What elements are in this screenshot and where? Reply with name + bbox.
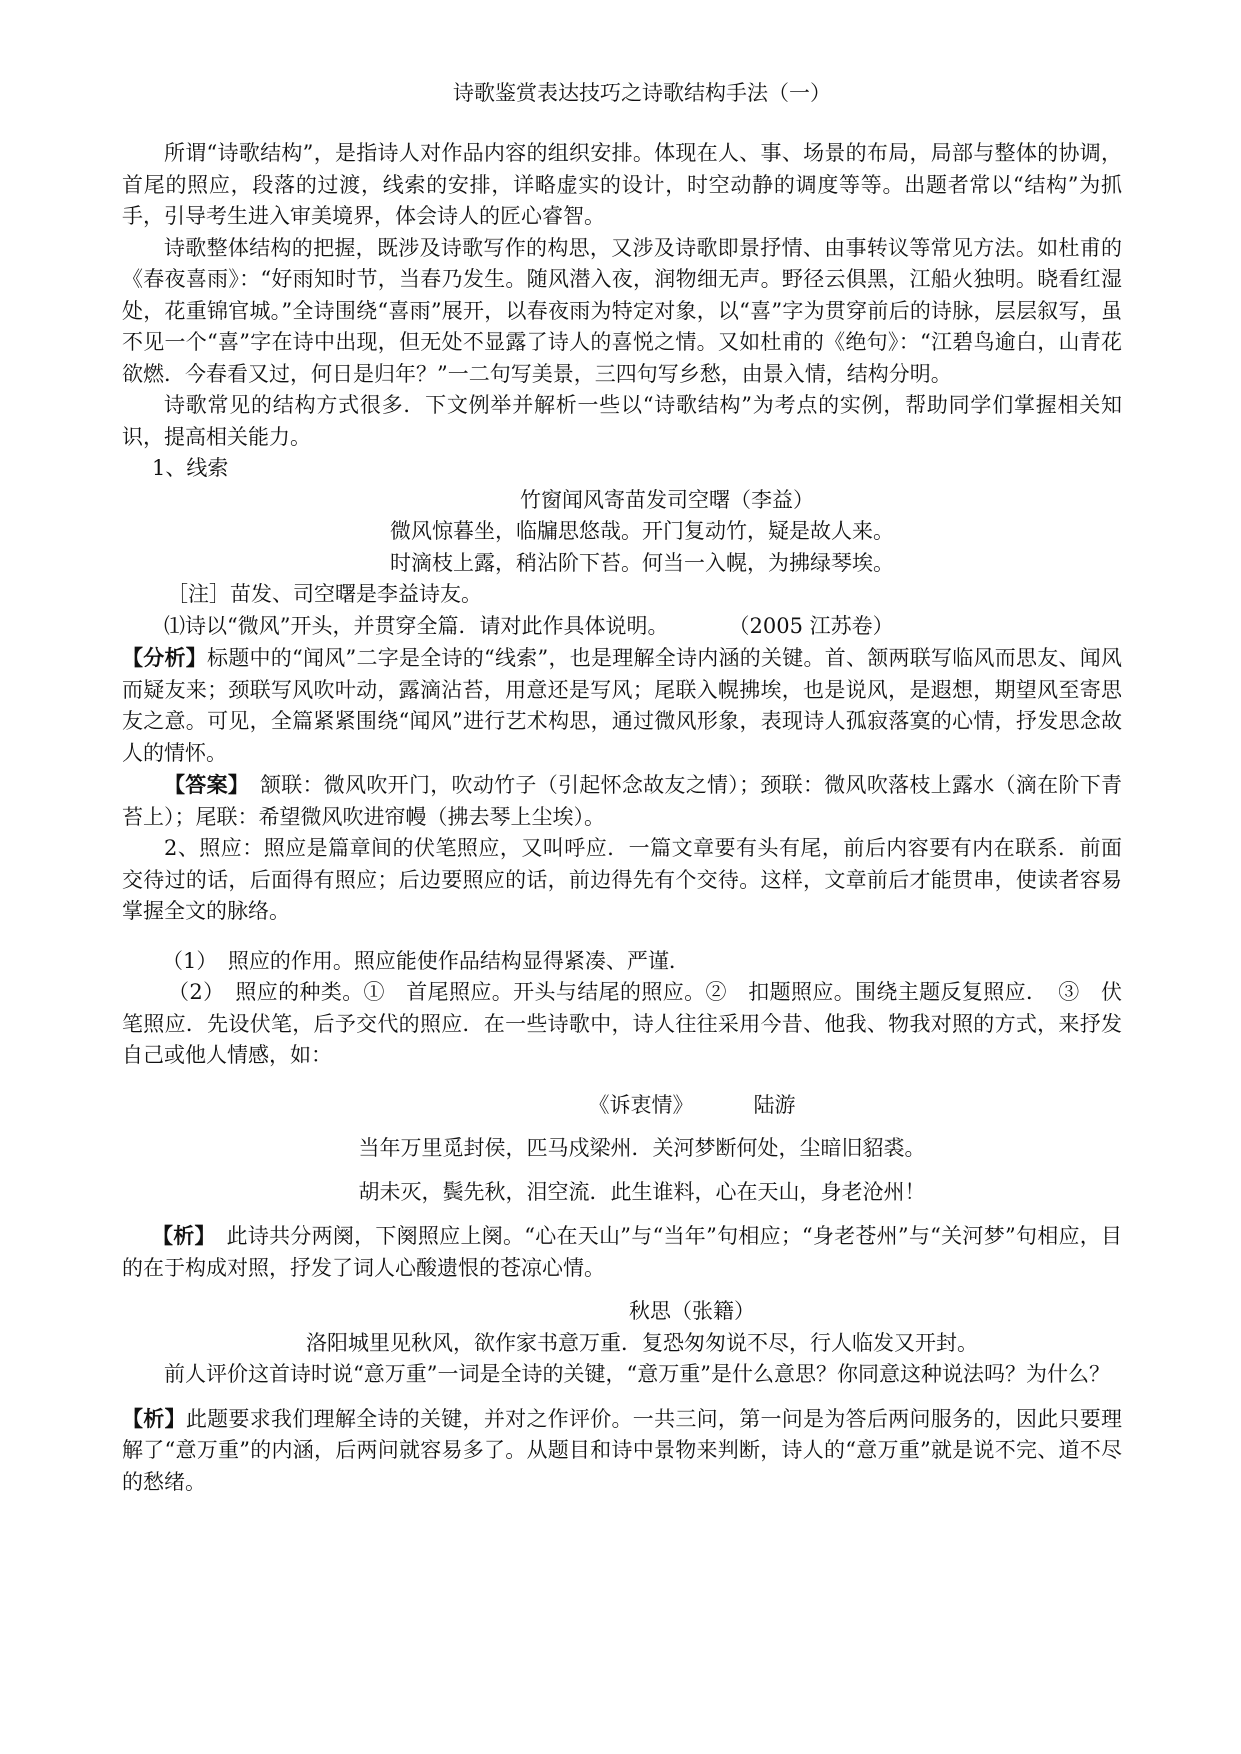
intro-paragraph-3: 诗歌常见的结构方式很多．下文例举并解析一些以“诗歌结构”为考点的实例，帮助同学们掌握相关知识，提高相关能力。 <box>122 393 1122 449</box>
poem-1-author: 陆游 <box>753 1092 796 1117</box>
page-title: 诗歌鉴赏表达技巧之诗歌结构手法（一） <box>453 81 831 105</box>
answer-label: 【答案】 <box>164 772 239 797</box>
analysis-2-text: 此题要求我们理解全诗的关键，并对之作评价。一共三问，第一问是为答后两问服务的，因此只要理解了“意万重”的内涵，后两问就容易多了。从题目和诗中景物来判断，诗人的“意万重”就是说不完、道不尽的愁绪。 <box>122 1406 1123 1494</box>
question-2: 前人评价这首诗时说“意万重”一词是全诗的关键，“意万重”是什么意思？你同意这种说法吗？为什么？ <box>164 1362 1110 1386</box>
question-1-text: ⑴诗以“微风”开头，并贯穿全篇．请对此作具体说明。 <box>164 613 669 638</box>
poem-line-1: 微风惊暮坐，临牖思悠哉。开门复动竹，疑是故人来。 <box>390 519 894 543</box>
intro-paragraph-1: 所谓“诗歌结构”，是指诗人对作品内容的组织安排。体现在人、事、场景的布局，局部与整体的协调，首尾的照应，段落的过渡，线索的安排，详略虚实的设计，时空动静的调度等等。出题者常以“结构”为抓手，引导考生进入审美境界，体会诗人的匠心睿智。 <box>122 141 1122 228</box>
question-1 <box>122 611 1122 643</box>
question-1-source: （2005 江苏卷） <box>728 613 894 638</box>
poem-title-suzhongqing <box>122 1090 1122 1122</box>
section-2-item-1: （1） 照应的作用。照应能使作品结构显得紧凑、严谨． <box>162 948 690 973</box>
poem-title-zhuchuang: 竹窗闻风寄苗发司空曙（李益） <box>520 487 814 512</box>
analysis-1-text: 此诗共分两阕，下阕照应上阕。“心在天山”与“当年”句相应；“身老苍州”与“关河梦”句相应，目的在于构成对照，抒发了词人心酸遗恨的苍凉心情。 <box>122 1224 1123 1280</box>
answer-block <box>122 769 1122 833</box>
spacer <box>122 1072 1122 1090</box>
spacer <box>122 1391 1122 1403</box>
analysis-2-label: 【析】 <box>122 1405 186 1431</box>
analysis-1-label: 【析】 <box>152 1223 206 1248</box>
poem-1-title: 《诉衷情》 <box>588 1092 694 1117</box>
section-1-heading: 1、线索 <box>152 456 229 480</box>
poem-2-title: 秋思（张籍） <box>629 1299 755 1323</box>
analysis-label: 【分析】 <box>122 645 208 670</box>
poem-note: ［注］苗发、司空曙是李益诗友。 <box>167 582 482 606</box>
analysis-1-block <box>122 1220 1122 1284</box>
section-2-item-2: （2） 照应的种类。① 首尾照应。开头与结尾的照应。② 扣题照应。围绕主题反复照应． ③ 伏笔照应．先设伏笔，后予交代的照应．在一些诗歌中，诗人往往采用今昔、他我、物我对照的方式，来抒发自己或他人情感，如： <box>122 980 1122 1067</box>
spacer <box>122 928 1122 946</box>
spacer <box>122 1121 1122 1133</box>
document-page <box>122 78 1122 1498</box>
spacer <box>122 1208 1122 1220</box>
section-2-text: 2、照应：照应是篇章间的伏笔照应，又叫呼应．一篇文章要有头有尾，前后内容要有内在联系．前面交待过的话，后面得有照应；后边要照应的话，前边得先有个交待。这样，文章前后才能贯串，使读者容易掌握全文的脉络。 <box>122 836 1122 923</box>
analysis-text: 标题中的“闻风”二字是全诗的“线索”，也是理解全诗内涵的关键。首、颔两联写临风而思友、闻风而疑友来；颈联写风吹叶动，露滴沾苔，用意还是写风；尾联入幌拂埃，也是说风，是遐想，期望风至寄思友之意。可见，全篇紧紧围绕“闻风”进行艺术构思，通过微风形象，表现诗人孤寂落寞的心情，抒发思念故人的情怀。 <box>122 646 1122 765</box>
spacer <box>122 1165 1122 1177</box>
answer-text: 颔联：微风吹开门，吹动竹子（引起怀念故友之情）；颈联：微风吹落枝上露水（滴在阶下青苔上）；尾联：希望微风吹进帘幔（拂去琴上尘埃）。 <box>122 773 1122 829</box>
poem-line-2: 时滴枝上露，稍沾阶下苔。何当一入幌，为拂绿琴埃。 <box>390 550 894 575</box>
poem-2-line: 洛阳城里见秋风，欲作家书意万重．复恐匆匆说不尽，行人临发又开封。 <box>306 1330 978 1355</box>
poem-1-line-2: 胡未灭，鬓先秋，泪空流．此生谁料，心在天山，身老沧州！ <box>358 1179 926 1204</box>
spacer <box>122 1284 1122 1296</box>
analysis-block <box>122 642 1122 769</box>
analysis-2-block <box>122 1403 1122 1499</box>
intro-paragraph-2: 诗歌整体结构的把握，既涉及诗歌写作的构思，又涉及诗歌即景抒情、由事转议等常见方法。如杜甫的《春夜喜雨》：“好雨知时节，当春乃发生。随风潜入夜，润物细无声。野径云俱黑，江船火独明。晓看红湿处，花重锦官城。”全诗围绕“喜雨”展开，以春夜雨为特定对象，以“喜”字为贯穿前后的诗脉，层层叙写，虽不见一个“喜”字在诗中出现，但无处不显露了诗人的喜悦之情。又如杜甫的《绝句》：“江碧鸟逾白，山青花欲燃．今春看又过，何日是归年？”一二句写美景，三四句写乡愁，由景入情，结构分明。 <box>122 235 1122 386</box>
poem-1-line-1: 当年万里觅封侯，匹马戍梁州．关河梦断何处，尘暗旧貂裘。 <box>358 1136 926 1160</box>
